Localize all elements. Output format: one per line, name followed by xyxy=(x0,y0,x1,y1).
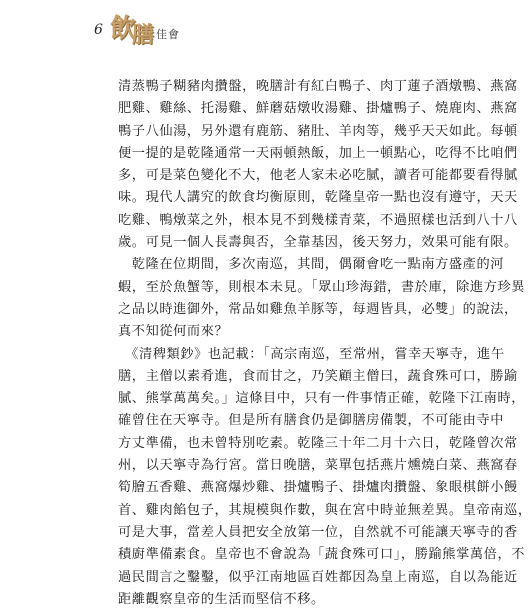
text-line: 州，以天寧寺為行宮。當日晚膳，菜單包括燕片燻燒白菜、燕窩春 xyxy=(118,458,518,474)
paragraph-1 xyxy=(118,76,518,254)
text-line: 過民間言之鑿鑿，似乎江南地區百姓都因為皇上南巡，自以為能近 xyxy=(118,569,518,585)
text-line: 可是大事，當差人員把安全放第一位，自然就不可能讓天寧寺的香 xyxy=(118,524,518,540)
logo-char-2: 膳 xyxy=(132,22,155,48)
text-line: 蝦，至於魚蟹等，則根本未見。「眾山珍海錯，書於庫，除進方珍異 xyxy=(118,279,526,295)
logo-small-2: 會 xyxy=(168,28,180,41)
text-line: 便一提的是乾隆通常一天兩頓熱飯，加上一頓點心，吃得不比咱們 xyxy=(118,145,518,161)
text-line: 真不知從何而來？ xyxy=(118,324,229,340)
text-line: 確曾住在天寧寺。但是所有膳食仍是御膳房備製，不可能由寺中 xyxy=(118,413,505,429)
text-line: 吃雞、鴨燉菜之外，根本見不到幾樣青菜，不過照樣也活到八十八 xyxy=(118,212,518,228)
text-line: 歲。可見一個人長壽與否，全靠基因，後天努力，效果可能有限。 xyxy=(118,235,518,251)
text-line: 筍膾五香雞、燕窩爆炒雞、掛爐鴨子、掛爐肉攢盤、象眼棋餅小饅 xyxy=(118,480,518,496)
logo-char-1: 飲 xyxy=(110,14,137,44)
text-line: 肥雞、雞絲、托湯雞、鮮蘑菇燉收湯雞、掛爐鴨子、燒鹿肉、燕窩 xyxy=(118,101,518,117)
text-line: 鴨子八仙湯，另外還有鹿筋、豬肚、羊肉等，幾乎天天如此。每頓 xyxy=(118,123,518,139)
text-line: 首、雞肉餡包子，其規模與作數，與在宮中時並無差異。皇帝南巡， xyxy=(118,502,532,518)
text-line: 膩、熊掌萬萬矣。」這條目中，只有一件事情正確，乾隆下江南時， xyxy=(118,391,526,407)
text-line: 《清稗類鈔》也記載：「高宗南巡，至常州，嘗幸天寧寺，進午 xyxy=(118,346,505,362)
book-logo xyxy=(108,10,198,48)
text-line: 多，可是菜色變化不大，他老人家未必吃膩，讀者可能都要看得膩 xyxy=(118,168,518,184)
logo-subtitle xyxy=(156,26,180,42)
text-line: 方丈準備，也未曾特別吃素。乾隆三十年二月十六日，乾隆曾次常 xyxy=(118,435,518,451)
text-line: 膳，主僧以素肴進，食而甘之，乃笑顧主僧曰，蔬食殊可口，勝踰 xyxy=(118,368,518,384)
text-line: 清蒸鴨子糊豬肉攢盤，晚膳計有紅白鴨子、肉丁蓮子酒燉鴨、燕窩 xyxy=(118,79,518,94)
body-text xyxy=(118,76,532,611)
paragraph-2 xyxy=(118,254,526,343)
text-line: 之品以時進御外，常品如雞魚羊豚等，每週皆具，必雙」的說法， xyxy=(118,301,518,317)
page-header xyxy=(0,0,520,60)
paragraph-3 xyxy=(118,344,532,611)
text-line: 積廚準備素食。皇帝也不會說為「蔬食殊可口」，勝踰熊掌萬倍，不 xyxy=(118,547,526,563)
text-line: 味。現代人講究的飲食均衡原則，乾隆皇帝一點也沒有遵守，天天 xyxy=(118,190,518,206)
text-line: 乾隆在位期間，多次南巡，其間，偶爾會吃一點南方盛產的河 xyxy=(118,257,505,273)
page-number: 6 xyxy=(94,22,103,38)
logo-small-1: 佳 xyxy=(156,28,168,41)
text-line: 距離觀察皇帝的生活而堅信不移。 xyxy=(118,591,325,607)
